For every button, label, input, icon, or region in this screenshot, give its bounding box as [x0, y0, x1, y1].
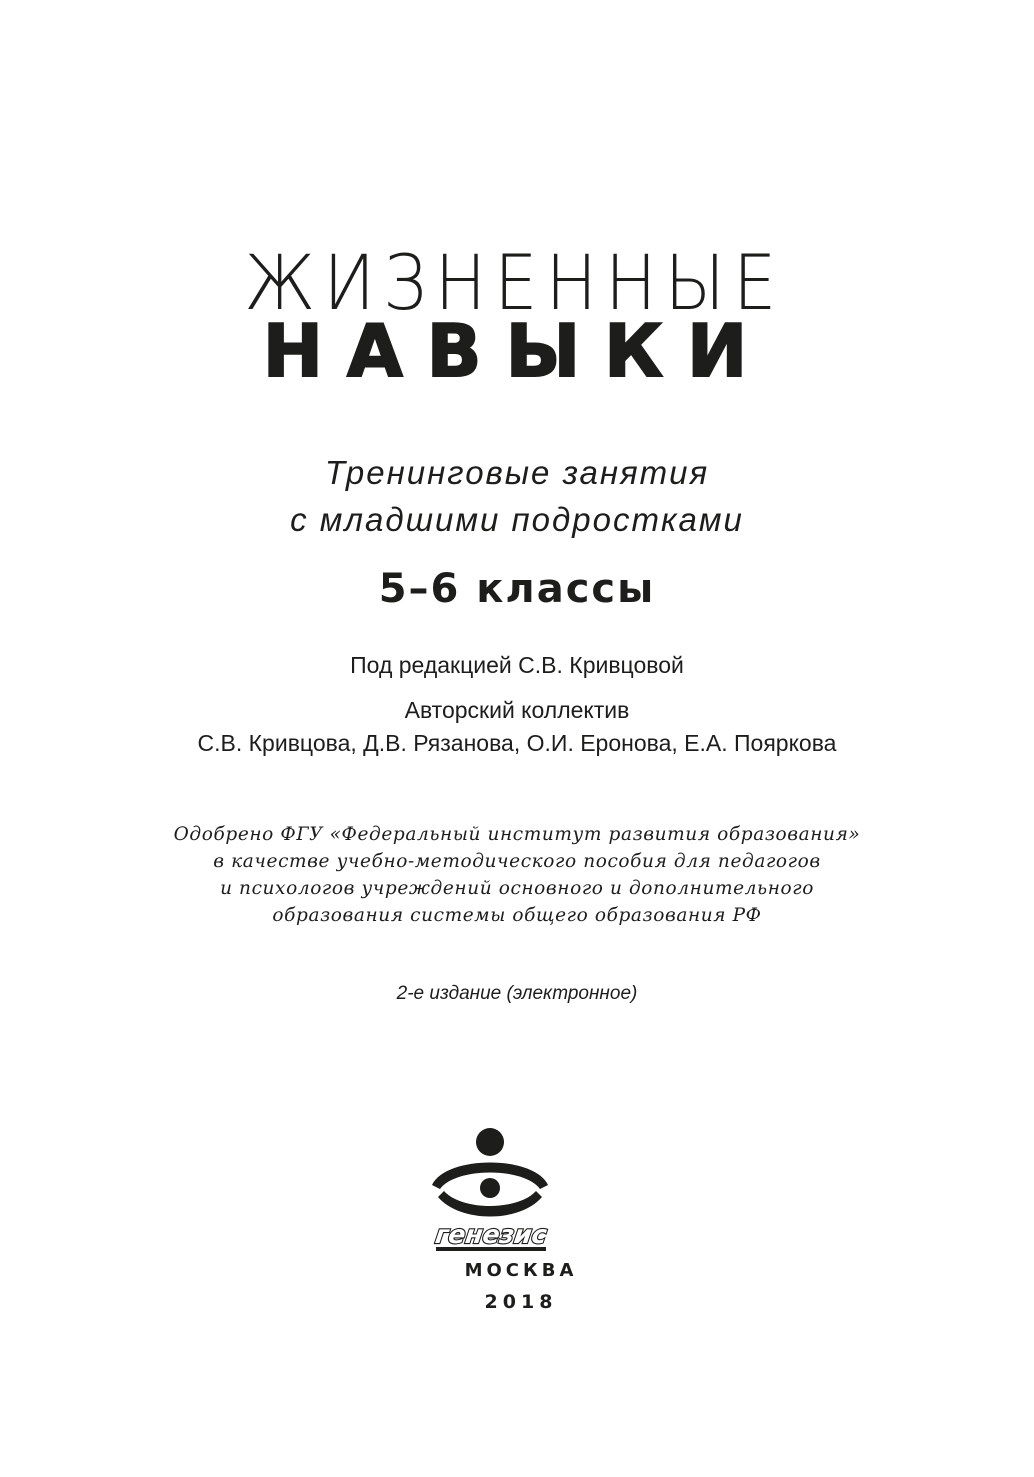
- subtitle-line-1: Тренинговые занятия: [324, 454, 710, 491]
- publisher-city: МОСКВА: [464, 1260, 578, 1281]
- logo-pupil-circle: [480, 1178, 500, 1198]
- approval-line-1: Одобрено ФГУ «Федеральный институт развития образования»: [173, 824, 861, 845]
- grades-heading: 5–6 классы: [378, 566, 656, 612]
- approval-line-2: в качестве учебно-методического пособия для педагогов: [213, 851, 821, 872]
- approval-line-3: и психологов учреждений основного и дополнительного: [220, 878, 814, 899]
- authors-label: Авторский коллектив: [404, 697, 630, 723]
- authors-list: С.В. Кривцова, Д.В. Рязанова, О.И. Еронова, Е.А. Пояркова: [197, 730, 837, 756]
- edition-note: 2-е издание (электронное): [396, 983, 638, 1004]
- subtitle-line-2: с младшими подростками: [290, 501, 744, 538]
- logo-wordmark: генезис: [433, 1220, 549, 1249]
- publication-year: 2018: [484, 1291, 558, 1313]
- logo-head-circle: [476, 1128, 504, 1156]
- editor-line: Под редакцией С.В. Кривцовой: [350, 652, 684, 678]
- publisher-logo: [426, 1125, 556, 1255]
- title-line-2: НАВЫКИ: [262, 309, 772, 393]
- title-line-1: ЖИЗНЕННЫЕ: [244, 238, 785, 327]
- approval-line-4: образования системы общего образования РФ: [272, 905, 762, 926]
